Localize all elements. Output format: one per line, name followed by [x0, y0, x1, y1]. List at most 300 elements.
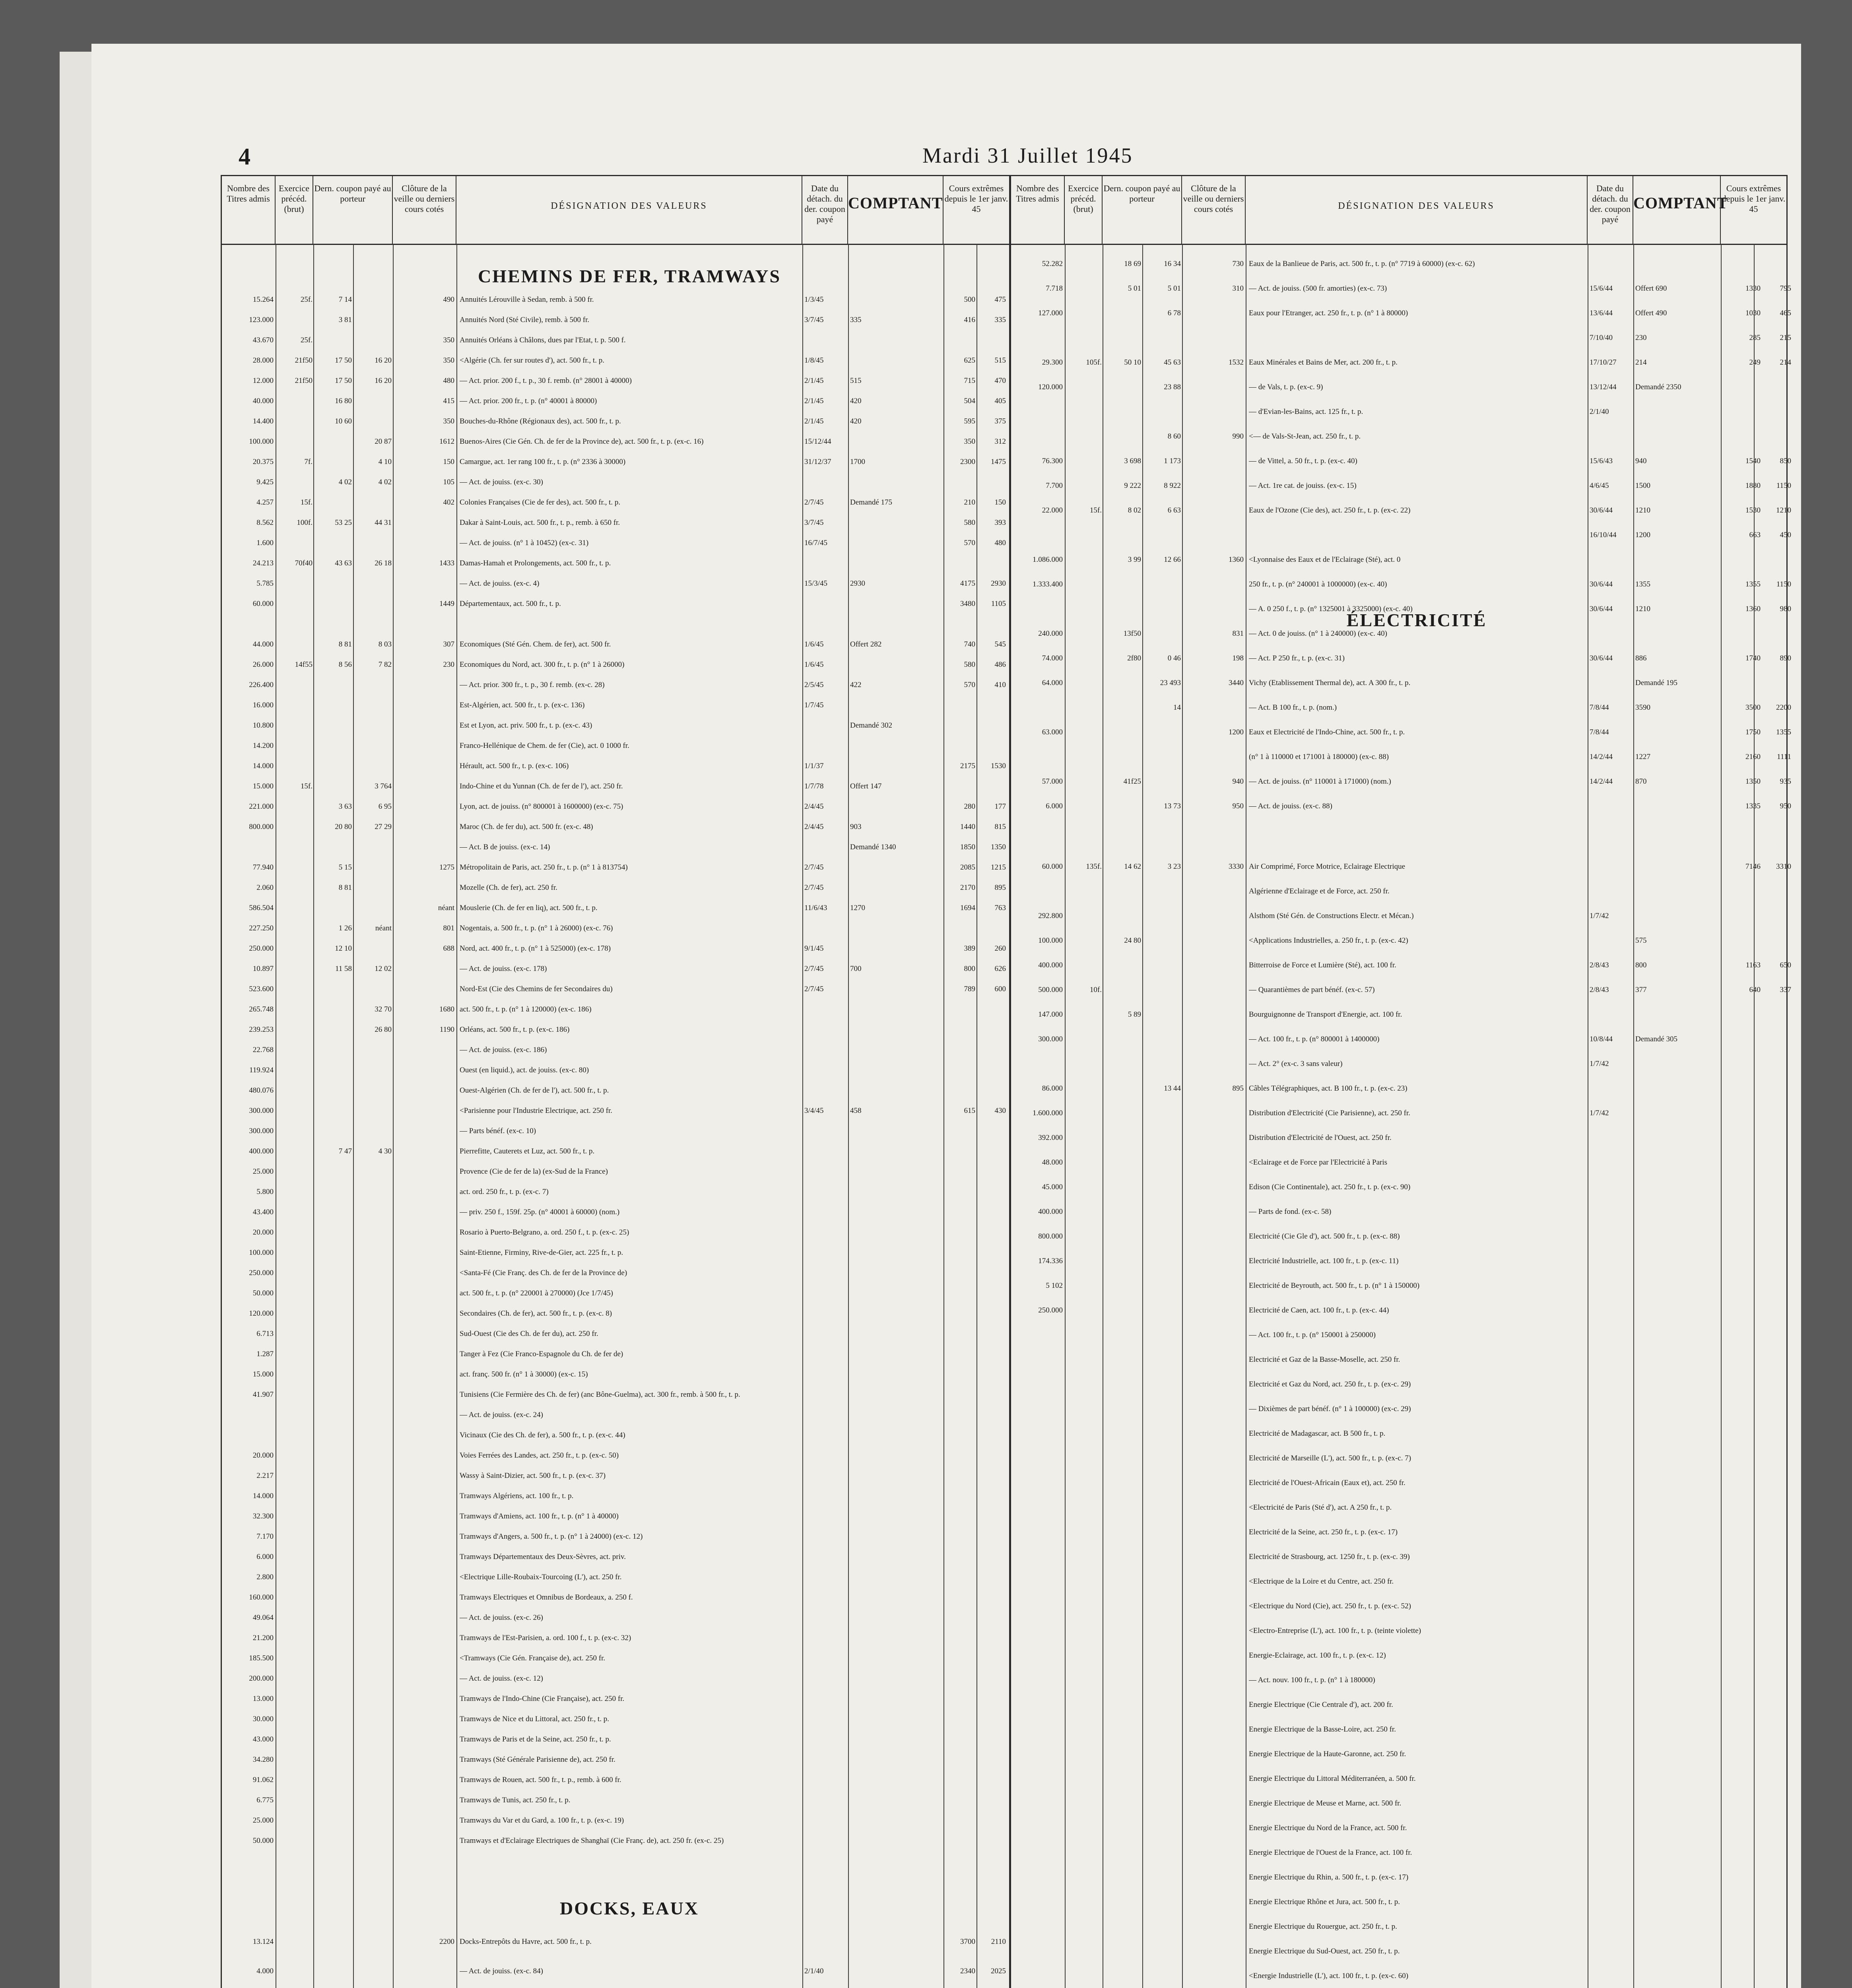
cell-plus-haut: 1540: [1745, 457, 1761, 465]
table-row: [222, 377, 1009, 385]
cell-plus-haut: 3500: [1745, 703, 1761, 712]
cell-coupon-deposes: 50 10: [1124, 358, 1141, 367]
table-row: [1011, 1725, 1786, 1734]
cell-designation: Tramways Algériens, act. 100 fr., t. p.: [460, 1492, 574, 1500]
cell-designation: Edison (Cie Continentale), act. 250 fr., t. p. (ex-c. 90): [1249, 1183, 1411, 1191]
cell-comptant: 1227: [1635, 753, 1650, 761]
cell-coupon-deposes: 18 69: [1124, 260, 1141, 268]
cell-coupon-non-deposes: 26 18: [375, 559, 392, 567]
cell-comptant: 1355: [1635, 580, 1650, 588]
cell-date-detach: 1/6/45: [804, 660, 824, 669]
cell-comptant: 575: [1635, 936, 1647, 945]
section-docks: DOCKS, EAUX: [560, 1898, 699, 1918]
cell-designation: — Act. prior. 300 fr., t. p., 30 f. remb. (ex-c. 28): [460, 681, 605, 689]
table-row: [222, 1593, 1009, 1602]
cell-coupon-deposes: 8 56: [338, 660, 352, 669]
table-row: [1011, 432, 1786, 441]
cell-nombre: 29.300: [1042, 358, 1063, 367]
cell-plus-haut: 1350: [1745, 777, 1761, 786]
cell-nombre: 250.000: [1038, 1306, 1063, 1314]
cell-plus-bas: 650: [1780, 961, 1791, 969]
cell-cloture: 350: [443, 417, 454, 425]
cell-plus-haut: 1880: [1745, 481, 1761, 490]
table-row: [222, 802, 1009, 811]
col-comptant: COMPTANT: [1633, 176, 1721, 244]
cell-date-detach: 1/3/45: [804, 295, 824, 304]
cell-designation: 250 fr., t. p. (n° 240001 à 1000000) (ex-c. 40): [1249, 580, 1387, 588]
cell-comptant: 335: [850, 316, 862, 324]
col-nombre: Nombre des Titres admis: [222, 176, 276, 244]
cell-designation: Docks-Entrepôts du Havre, act. 500 fr., t. p.: [460, 1938, 592, 1946]
cell-comptant: 3590: [1635, 703, 1650, 712]
cell-comptant: 515: [850, 377, 862, 385]
table-row: [222, 1248, 1009, 1257]
cell-plus-bas: 475: [994, 295, 1006, 304]
cell-designation: Tramways de l'Est-Parisien, a. ord. 100 f., t. p. (ex-c. 32): [460, 1634, 631, 1642]
table-row: [1011, 358, 1791, 367]
cell-designation: Bourguignonne de Transport d'Energie, act. 100 fr.: [1249, 1010, 1402, 1019]
cell-plus-haut: 570: [964, 539, 975, 547]
cell-designation: Buenos-Aires (Cie Gén. Ch. de fer de la Province de), act. 500 fr., t. p. (ex-c. 16): [460, 437, 704, 446]
cell-designation: — Act. 100 fr., t. p. (n° 150001 à 250000): [1249, 1331, 1376, 1339]
cell-coupon-deposes: 43 63: [335, 559, 352, 567]
cell-coupon-non-deposes: 32 70: [375, 1005, 392, 1013]
cell-nombre: 6.000: [1046, 802, 1063, 810]
cell-date-detach: 2/1/45: [804, 397, 824, 405]
cell-designation: Tunisiens (Cie Fermière des Ch. de fer) (anc Bône-Guelma), act. 300 fr., remb. à 500 fr., t. p.: [460, 1390, 740, 1399]
cell-nombre: 100.000: [249, 437, 274, 446]
cell-cloture: 350: [443, 336, 454, 344]
cell-plus-haut: 640: [1749, 986, 1761, 994]
cell-coupon-deposes: 5 15: [338, 863, 352, 872]
cell-date-detach: 2/5/45: [804, 681, 824, 689]
cell-plus-bas: 890: [1780, 654, 1791, 662]
table-row: [222, 1127, 1009, 1136]
cell-exercice: 7f.: [304, 458, 313, 466]
cell-comptant: Demandé 1340: [850, 843, 896, 851]
cell-nombre: 119.924: [249, 1066, 274, 1074]
cell-plus-haut: 7146: [1745, 862, 1761, 871]
cell-exercice: 15f.: [1089, 506, 1102, 514]
cell-plus-haut: 570: [964, 681, 975, 689]
cell-nombre: 20.000: [252, 1451, 274, 1460]
cell-designation: Tramways d'Amiens, act. 100 fr., t. p. (n° 1 à 40000): [460, 1512, 619, 1520]
table-row: [222, 904, 1009, 912]
cell-nombre: 52.282: [1042, 260, 1063, 268]
cell-coupon-deposes: 3 81: [338, 316, 352, 324]
cell-plus-haut: 1330: [1745, 284, 1761, 293]
cell-plus-bas: 1105: [991, 600, 1006, 608]
table-row: [1011, 1109, 1786, 1118]
cell-designation: <Applications Industrielles, a. 250 fr., t. p. (ex-c. 42): [1249, 936, 1408, 945]
table-row: [1011, 1060, 1786, 1068]
cell-designation: <Electrique Lille-Roubaix-Tourcoing (L'), act. 250 fr.: [460, 1573, 622, 1581]
table-row: [222, 1715, 1009, 1724]
cell-nombre: 5.785: [256, 579, 274, 588]
cell-nombre: 2.217: [256, 1472, 274, 1480]
cell-coupon-non-deposes: 20 87: [375, 437, 392, 446]
cell-nombre: 1.287: [256, 1350, 274, 1358]
cell-nombre: 16.000: [252, 701, 274, 709]
page-date: Mardi 31 Juillet 1945: [922, 144, 1133, 167]
col-date-detach: Date du détach. du der. coupon payé: [1588, 176, 1633, 244]
cell-designation: Electricité et Gaz de la Basse-Moselle, act. 250 fr.: [1249, 1355, 1400, 1364]
cell-date-detach: 1/7/42: [1590, 1060, 1609, 1068]
cell-coupon-non-deposes: 23 493: [1160, 679, 1181, 687]
cell-date-detach: 2/1/40: [804, 1967, 824, 1975]
cell-nombre: 5.800: [256, 1188, 274, 1196]
cell-designation: Tramways de Nice et du Littoral, act. 250 fr., t. p.: [460, 1715, 610, 1723]
cell-plus-haut: 389: [964, 944, 975, 953]
table-row: [1011, 1084, 1786, 1093]
cell-nombre: 9.425: [256, 478, 274, 486]
cell-designation: <Parisienne pour l'Industrie Electrique, act. 250 fr.: [460, 1107, 612, 1115]
table-row: [222, 1472, 1009, 1480]
cell-cloture: 310: [1232, 284, 1244, 293]
cell-cloture: 2200: [439, 1938, 454, 1946]
cell-plus-bas: 1150: [1776, 481, 1791, 490]
cell-coupon-deposes: 8 81: [338, 883, 352, 892]
cell-coupon-non-deposes: néant: [375, 924, 392, 932]
table-row: [222, 1269, 1009, 1277]
col-date-detach: Date du détach. du der. coupon payé: [802, 176, 848, 244]
cell-date-detach: 11/6/43: [804, 904, 827, 912]
cell-designation: — Dixièmes de part bénéf. (n° 1 à 100000) (ex-c. 29): [1249, 1405, 1411, 1413]
cell-plus-haut: 504: [964, 397, 975, 405]
cell-date-detach: 30/6/44: [1590, 506, 1613, 514]
table-row: [222, 1289, 1009, 1298]
table-row: [1011, 961, 1791, 970]
cell-comptant: 458: [850, 1107, 862, 1115]
cell-plus-haut: 210: [964, 498, 975, 507]
col-exercice: Exercice précéd. (brut): [1065, 176, 1103, 244]
cell-comptant: 800: [1635, 961, 1647, 969]
cell-plus-haut: 4175: [960, 579, 975, 588]
cell-date-detach: 15/3/45: [804, 579, 828, 588]
cell-plus-haut: 800: [964, 965, 975, 973]
cell-designation: Energie Electrique du Rhin, a. 500 fr., t. p. (ex-c. 17): [1249, 1873, 1409, 1881]
cell-comptant: 1200: [1635, 531, 1650, 539]
table-row: [1011, 1553, 1786, 1561]
table-row: [1011, 1922, 1786, 1931]
col-cours-extremes: Cours extrêmes depuis le 1er janv. 45: [944, 183, 1008, 214]
cell-date-detach: 1/8/45: [804, 356, 824, 365]
cell-nombre: 64.000: [1042, 679, 1063, 687]
table-row: [1011, 1158, 1786, 1167]
cell-coupon-deposes: 17 50: [335, 356, 352, 365]
cell-nombre: 8.562: [256, 518, 274, 527]
cell-plus-bas: 815: [994, 823, 1006, 831]
cell-date-detach: 3/4/45: [804, 1107, 824, 1115]
cell-nombre: 300.000: [249, 1127, 274, 1135]
cell-nombre: 1.333.400: [1033, 580, 1063, 588]
cell-designation: act. 500 fr., t. p. (n° 1 à 120000) (ex-c. 186): [460, 1005, 592, 1013]
cell-plus-bas: 410: [994, 681, 1006, 689]
cell-designation: Electricité de la Seine, act. 250 fr., t. p. (ex-c. 17): [1249, 1528, 1398, 1536]
cell-exercice: 14f55: [295, 660, 313, 669]
cell-coupon-deposes: 3 698: [1124, 457, 1141, 465]
table-row: [222, 1613, 1009, 1622]
cell-designation: Electricité (Cie Gle d'), act. 500 fr., t. p. (ex-c. 88): [1249, 1232, 1400, 1241]
cell-date-detach: 30/6/44: [1590, 580, 1613, 588]
cell-coupon-non-deposes: 5 01: [1167, 284, 1181, 293]
cell-designation: Mouslerie (Ch. de fer en liq), act. 500 fr., t. p.: [460, 904, 598, 912]
cell-cloture: 1200: [1229, 728, 1244, 736]
table-row: [1011, 1602, 1786, 1611]
cell-plus-bas: 486: [994, 660, 1006, 669]
table-row: [222, 1967, 1009, 1976]
cell-designation: Bouches-du-Rhône (Régionaux des), act. 500 fr., t. p.: [460, 417, 621, 425]
cell-cloture: 402: [443, 498, 454, 507]
cell-coupon-non-deposes: 23 88: [1164, 383, 1181, 391]
table-row: [222, 1735, 1009, 1744]
cell-plus-bas: 150: [994, 498, 1006, 507]
table-row: [1011, 1380, 1786, 1389]
cell-plus-bas: 1150: [1776, 580, 1791, 588]
cell-date-detach: 3/7/45: [804, 316, 824, 324]
cell-plus-bas: 1215: [991, 863, 1006, 872]
cell-designation: Nord, act. 400 fr., t. p. (n° 1 à 525000) (ex-c. 178): [460, 944, 611, 953]
cell-designation: Electricité de Madagascar, act. B 500 fr., t. p.: [1249, 1429, 1386, 1438]
cell-designation: <Lyonnaise des Eaux et de l'Eclairage (Sté), act. 0: [1249, 555, 1401, 564]
cell-comptant: Demandé 2350: [1635, 383, 1681, 391]
cell-designation: Energie-Eclairage, act. 100 fr., t. p. (ex-c. 12): [1249, 1651, 1386, 1660]
cell-cloture: 730: [1232, 260, 1244, 268]
cell-coupon-non-deposes: 13 73: [1164, 802, 1181, 810]
cell-exercice: 70f40: [295, 559, 313, 567]
table-row: [222, 295, 1009, 304]
cell-nombre: 5 102: [1046, 1281, 1063, 1290]
cell-nombre: 127.000: [1038, 309, 1063, 317]
cell-cloture: 950: [1232, 802, 1244, 810]
col-dern-coupon: Dern. coupon payé au porteur: [313, 176, 393, 244]
cell-nombre: 100.000: [1038, 936, 1063, 945]
table-row: [1011, 1750, 1786, 1759]
cell-plus-bas: 795: [1780, 284, 1791, 293]
cell-comptant: 903: [850, 823, 862, 831]
right-column-headers: [1011, 176, 1786, 245]
cell-cloture: 895: [1232, 1084, 1244, 1093]
cell-coupon-non-deposes: 44 31: [375, 518, 392, 527]
cell-designation: — priv. 250 f., 159f. 25p. (n° 40001 à 60000) (nom.): [460, 1208, 620, 1216]
table-row: [1011, 629, 1786, 638]
cell-coupon-non-deposes: 7 82: [378, 660, 392, 669]
cell-coupon-deposes: 5 01: [1128, 284, 1141, 293]
cell-designation: act. ord. 250 fr., t. p. (ex-c. 7): [460, 1188, 549, 1196]
cell-nombre: 120.000: [249, 1309, 274, 1318]
cell-plus-haut: 789: [964, 985, 975, 993]
cell-nombre: 14.200: [252, 742, 274, 750]
cell-designation: Départementaux, act. 500 fr., t. p.: [460, 600, 561, 608]
cell-coupon-non-deposes: 8 03: [378, 640, 392, 648]
col-designation: DÉSIGNATION DES VALEURS: [456, 176, 802, 244]
cell-nombre: 25.000: [252, 1816, 274, 1825]
cell-designation: Tramways et d'Eclairage Electriques de Shanghaï (Cie Franç. de), act. 250 fr. (ex-c. 25): [460, 1837, 724, 1845]
cell-nombre: 14.400: [252, 417, 274, 425]
cell-cloture: néant: [438, 904, 454, 912]
cell-plus-haut: 249: [1749, 358, 1761, 367]
cell-designation: <Electrique de la Loire et du Centre, act. 250 fr.: [1249, 1577, 1394, 1586]
cell-cloture: 3330: [1229, 862, 1244, 871]
cell-designation: Nogentais, a. 500 fr., t. p. (n° 1 à 26000) (ex-c. 76): [460, 924, 613, 932]
cell-designation: — Act. 100 fr., t. p. (n° 800001 à 1400000): [1249, 1035, 1380, 1043]
table-row: [1011, 580, 1791, 589]
cell-comptant: Offert 690: [1635, 284, 1667, 293]
cell-date-detach: 1/7/42: [1590, 912, 1609, 920]
table-row: [1011, 1232, 1786, 1241]
cell-coupon-deposes: 4 02: [338, 478, 352, 486]
cell-designation: Eaux et Electricité de l'Indo-Chine, act. 500 fr., t. p.: [1249, 728, 1405, 736]
cell-nombre: 480.076: [249, 1086, 274, 1095]
table-row: [1011, 408, 1786, 416]
cell-nombre: 250.000: [249, 1269, 274, 1277]
cell-plus-bas: 850: [1780, 457, 1791, 465]
cell-date-detach: 2/4/45: [804, 802, 824, 811]
cell-nombre: 43.000: [252, 1735, 274, 1743]
col-nombre: Nombre des Titres admis: [1011, 176, 1065, 244]
cell-designation: Mozelle (Ch. de fer), act. 250 fr.: [460, 883, 557, 892]
cell-designation: Vicinaux (Cie des Ch. de fer), a. 500 fr., t. p. (ex-c. 44): [460, 1431, 625, 1439]
cell-coupon-deposes: 8 81: [338, 640, 352, 648]
table-row: [1011, 1183, 1786, 1192]
cell-designation: Damas-Hamah et Prolongements, act. 500 fr., t. p.: [460, 559, 611, 567]
cell-nombre: 227.250: [249, 924, 274, 932]
cell-nombre: 48.000: [1042, 1158, 1063, 1167]
cell-plus-bas: 3310: [1776, 862, 1791, 871]
col-cloture: Clôture de la veille ou derniers cours cotés: [1182, 176, 1246, 244]
cell-date-detach: 30/6/44: [1590, 654, 1613, 662]
table-row: [1011, 1503, 1786, 1512]
table-row: [1011, 506, 1791, 515]
cell-designation: Colonies Françaises (Cie de fer des), act. 500 fr., t. p.: [460, 498, 621, 507]
cell-designation: <Electro-Entreprise (L'), act. 100 fr., t. p. (teinte violette): [1249, 1627, 1421, 1635]
cell-nombre: 239.253: [249, 1025, 274, 1034]
cell-coupon-deposes: 16 80: [335, 397, 352, 405]
cell-designation: — Act. de jouiss. (500 fr. amorties) (ex-c. 73): [1249, 284, 1387, 293]
table-row: [222, 1147, 1009, 1156]
table-row: [222, 1066, 1009, 1075]
table-row: [1011, 1429, 1786, 1438]
left-table: [221, 175, 1010, 1988]
section-electricite: ÉLECTRICITÉ: [1346, 610, 1487, 630]
cell-nombre: 400.000: [1038, 1208, 1063, 1216]
table-row: [1011, 753, 1791, 761]
table-row: [1011, 728, 1791, 737]
cell-coupon-deposes: 53 25: [335, 518, 352, 527]
cell-cloture: 1190: [439, 1025, 454, 1034]
table-row: [1011, 777, 1791, 786]
table-row: [1011, 703, 1791, 712]
table-row: [222, 1451, 1009, 1460]
cell-nombre: 20.000: [252, 1228, 274, 1237]
cell-plus-bas: 1111: [1777, 753, 1791, 761]
cell-nombre: 7.718: [1046, 284, 1063, 293]
cell-designation: — Act. de jouiss. (ex-c. 26): [460, 1613, 544, 1622]
cell-comptant: 870: [1635, 777, 1647, 786]
cell-designation: Tramways de l'Indo-Chine (Cie Française), act. 250 fr.: [460, 1695, 625, 1703]
cell-coupon-non-deposes: 16 20: [375, 356, 392, 365]
cell-designation: Pierrefitte, Cauterets et Luz, act. 500 fr., t. p.: [460, 1147, 595, 1155]
cell-comptant: Demandé 302: [850, 721, 893, 730]
cell-plus-haut: 2175: [960, 762, 975, 770]
cell-coupon-deposes: 13f50: [1123, 629, 1141, 638]
cell-plus-bas: 430: [994, 1107, 1006, 1115]
cell-designation: Est-Algérien, act. 500 fr., t. p. (ex-c. 136): [460, 701, 585, 709]
cell-exercice: 15f.: [300, 498, 313, 507]
cell-nombre: 50.000: [252, 1289, 274, 1297]
cell-cloture: 490: [443, 295, 454, 304]
cell-plus-bas: 935: [1780, 777, 1791, 786]
cell-plus-bas: 2110: [991, 1938, 1006, 1946]
cell-date-detach: 4/6/45: [1590, 481, 1609, 490]
cell-coupon-deposes: 9 222: [1124, 481, 1141, 490]
table-row: [222, 1309, 1009, 1318]
cell-plus-bas: 214: [1780, 358, 1791, 367]
table-row: [222, 640, 1009, 649]
cell-designation: Energie Electrique du Littoral Méditerranéen, a. 500 fr.: [1249, 1774, 1416, 1783]
table-row: [222, 843, 1009, 852]
cell-plus-haut: 350: [964, 437, 975, 446]
cell-plus-haut: 1850: [960, 843, 975, 851]
cell-nombre: 10.800: [252, 721, 274, 730]
table-row: [222, 478, 1009, 487]
cell-date-detach: 7/10/40: [1590, 334, 1613, 342]
cell-nombre: 49.064: [252, 1613, 274, 1622]
table-row: [222, 1025, 1009, 1034]
cell-date-detach: 2/7/45: [804, 863, 824, 872]
cell-coupon-deposes: 20 80: [335, 823, 352, 831]
cell-designation: — de Vals, t. p. (ex-c. 9): [1249, 383, 1323, 391]
cell-date-detach: 1/7/42: [1590, 1109, 1609, 1117]
cell-plus-haut: 715: [964, 377, 975, 385]
cell-plus-bas: 337: [1780, 986, 1791, 994]
cell-nombre: 800.000: [249, 823, 274, 831]
cell-plus-haut: 1740: [1745, 654, 1761, 662]
cell-designation: Distribution d'Electricité de l'Ouest, act. 250 fr.: [1249, 1134, 1392, 1142]
cell-designation: — Act. P 250 fr., t. p. (ex-c. 31): [1249, 654, 1345, 662]
cell-designation: Tramways Départementaux des Deux-Sèvres, act. priv.: [460, 1553, 626, 1561]
cell-nombre: 77.940: [252, 863, 274, 872]
table-row: [222, 620, 1009, 629]
cell-designation: Electricité de Caen, act. 100 fr., t. p. (ex-c. 44): [1249, 1306, 1389, 1314]
cell-designation: Energie Electrique de la Haute-Garonne, act. 250 fr.: [1249, 1750, 1406, 1758]
table-row: [1011, 1208, 1786, 1216]
table-row: [222, 1188, 1009, 1196]
cell-plus-haut: 1694: [960, 904, 975, 912]
cell-exercice: 21f50: [295, 356, 313, 365]
cell-date-detach: 31/12/37: [804, 458, 831, 466]
cell-comptant: Offert 490: [1635, 309, 1667, 317]
cell-exercice: 25f.: [300, 295, 313, 304]
cell-coupon-non-deposes: 16 34: [1164, 260, 1181, 268]
table-row: [222, 579, 1009, 588]
cell-designation: — d'Evian-les-Bains, act. 125 fr., t. p.: [1249, 408, 1363, 416]
cell-cloture: 415: [443, 397, 454, 405]
cell-nombre: 40.000: [252, 397, 274, 405]
table-row: [222, 1208, 1009, 1217]
cell-comptant: 1210: [1635, 605, 1650, 613]
cell-nombre: 7.700: [1046, 481, 1063, 490]
cell-nombre: 292.800: [1038, 912, 1063, 920]
cell-designation: — Act. de jouiss. (ex-c. 84): [460, 1967, 544, 1975]
cell-plus-haut: 1360: [1745, 605, 1761, 613]
cell-designation: Sud-Ouest (Cie des Ch. de fer du), act. 250 fr.: [460, 1330, 598, 1338]
cell-nombre: 100.000: [249, 1248, 274, 1257]
cell-designation: Electricité de Strasbourg, act. 1250 fr., t. p. (ex-c. 39): [1249, 1553, 1410, 1561]
cell-plus-bas: 215: [1780, 334, 1791, 342]
cell-nombre: 14.000: [252, 762, 274, 770]
cell-coupon-non-deposes: 27 29: [375, 823, 392, 831]
